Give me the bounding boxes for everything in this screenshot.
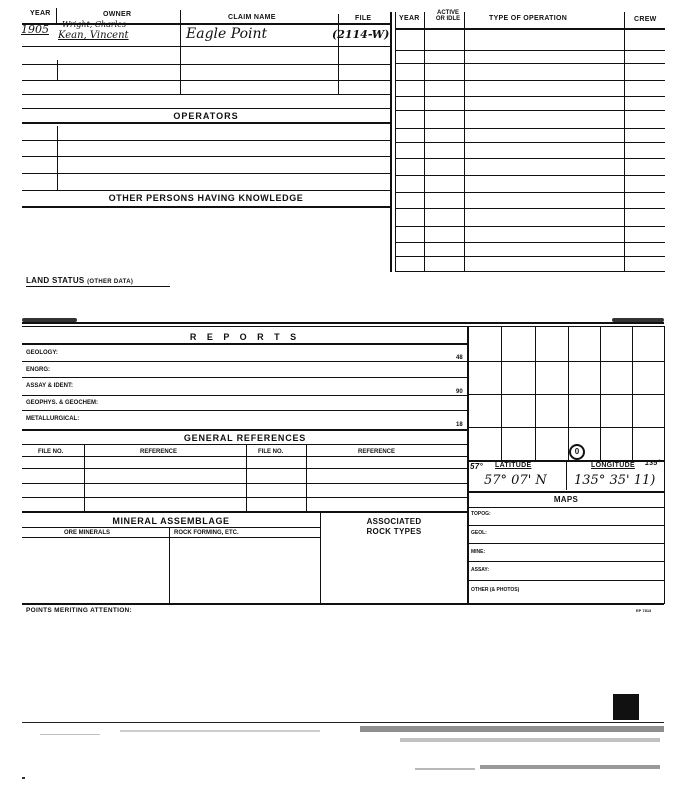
ref-file-no-header: FILE NO.	[38, 449, 64, 455]
other-persons-heading: OTHER PERSONS HAVING KNOWLEDGE	[108, 193, 304, 203]
reports-heading: R E P O R T S	[189, 332, 301, 342]
header-owner: OWNER	[103, 11, 132, 18]
report-geophys-label: GEOPHYS. & GEOCHEM:	[26, 400, 99, 406]
latitude-value: 57° 07' N	[484, 473, 547, 488]
report-assay-num: 90	[456, 389, 463, 395]
entry-file: (2114-W)	[332, 28, 390, 41]
latitude-prefix: 57°	[470, 462, 483, 471]
ref-file-no-header-2: FILE NO.	[258, 449, 284, 455]
ref-reference-header-2: REFERENCE	[358, 449, 396, 455]
maps-other-photos: OTHER (& PHOTOS)	[471, 587, 520, 593]
maps-geol: GEOL:	[471, 530, 487, 536]
header-active-or-idle: ACTIVE OR IDLE	[435, 10, 461, 22]
latitude-label: LATITUDE	[495, 462, 532, 469]
report-assay-label: ASSAY & IDENT:	[26, 383, 74, 389]
maps-assay: ASSAY:	[471, 567, 490, 573]
longitude-suffix: 135°	[645, 460, 661, 467]
general-references-heading: GENERAL REFERENCES	[183, 433, 307, 443]
entry-claim-name: Eagle Point	[186, 26, 268, 42]
ore-minerals-header: ORE MINERALS	[64, 530, 111, 536]
land-status-label	[26, 276, 133, 285]
header-type-of-operation: TYPE OF OPERATION	[489, 15, 568, 22]
header-file: FILE	[355, 15, 372, 22]
form-number: EP 7813	[636, 608, 652, 613]
longitude-label: LONGITUDE	[591, 462, 635, 469]
operators-heading: OPERATORS	[173, 111, 239, 121]
land-status-title: LAND STATUS	[26, 276, 85, 285]
entry-owner-line1: Wright, Charles	[62, 20, 127, 29]
points-meriting-attention: POINTS MERITING ATTENTION:	[26, 607, 133, 614]
report-metallurgical-num: 18	[456, 422, 463, 428]
mineral-assemblage-heading: MINERAL ASSEMBLAGE	[112, 516, 230, 526]
grid-location-mark: 0	[569, 444, 585, 460]
maps-mine: MINE:	[471, 549, 486, 555]
associated-rock-types-line1: ASSOCIATED	[366, 517, 422, 526]
header-year-2: YEAR	[399, 15, 420, 22]
maps-heading: MAPS	[553, 495, 579, 504]
entry-year: 1905	[21, 23, 49, 36]
longitude-value: 135° 35' 11)	[574, 473, 656, 488]
header-year: YEAR	[30, 10, 51, 17]
report-engrg-label: ENGRG:	[26, 367, 50, 373]
associated-rock-types-line2: ROCK TYPES	[366, 527, 422, 536]
report-geology-label: GEOLOGY:	[26, 350, 58, 356]
land-status-sub: (OTHER DATA)	[87, 279, 134, 285]
header-crew: CREW	[634, 16, 657, 23]
maps-topog: TOPOG:	[471, 511, 491, 517]
header-claim-name: CLAIM NAME	[228, 14, 276, 21]
report-metallurgical-label: METALLURGICAL:	[26, 416, 80, 422]
report-geology-num: 48	[456, 355, 463, 361]
ref-reference-header: REFERENCE	[140, 449, 178, 455]
rock-forming-header: ROCK FORMING, ETC.	[174, 530, 239, 536]
entry-owner-line2: Kean, Vincent	[58, 30, 129, 41]
